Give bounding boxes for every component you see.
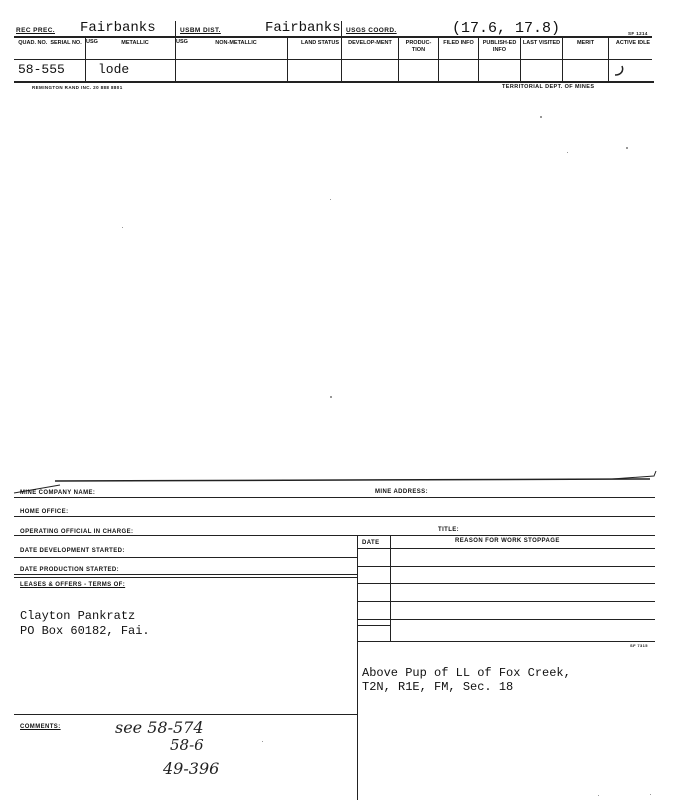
card-rule-mid (14, 59, 652, 60)
col-land-status-label: LAND STATUS (301, 40, 339, 46)
operating-official-label: OPERATING OFFICIAL IN CHARGE: (20, 529, 134, 535)
col-divider (520, 37, 521, 81)
rec-prec-label: REC PREC. (16, 27, 55, 34)
department-label: TERRITORIAL DEPT. OF MINES (502, 84, 595, 90)
col-quad-label: QUAD. NO. (18, 40, 48, 46)
comment-line3: 49-396 (163, 759, 220, 778)
speck (567, 152, 568, 153)
col-divider (287, 37, 288, 81)
col-metallic-label: METALLIC (121, 40, 149, 46)
speck (540, 116, 542, 118)
usgs-coord-label: USGS COORD. (346, 27, 397, 34)
rule (357, 566, 655, 567)
col-usg-1-label: USG (86, 39, 98, 45)
rule (357, 641, 655, 642)
col-development-label: DEVELOP-MENT (348, 40, 392, 46)
metallic-value: lode (98, 62, 130, 77)
rule (357, 548, 655, 549)
usgs-coord-value: (17.6, 17.8) (452, 20, 561, 37)
col-divider (341, 37, 342, 81)
speck (262, 741, 263, 742)
col-divider (398, 37, 399, 81)
vertical-divider (357, 535, 358, 800)
usbm-dist-label: USBM DIST. (180, 27, 221, 34)
rec-prec-value: Fairbanks (80, 20, 156, 36)
lessee-line2: PO Box 60182, Fai. (20, 624, 150, 638)
rule (14, 577, 357, 578)
comment-line1: see 58-574 (115, 718, 204, 737)
col-published-info-label: PUBLISH-ED INFO (482, 40, 517, 53)
title-label: TITLE: (438, 527, 460, 533)
quad-serial-value: 58-555 (18, 62, 65, 77)
location-line1: Above Pup of LL of Fox Creek, (362, 666, 571, 680)
leases-label: LEASES & OFFERS - TERMS OF: (20, 582, 126, 588)
rule (14, 497, 655, 498)
speck (598, 795, 599, 796)
mine-company-label: MINE COMPANY NAME: (20, 490, 96, 496)
col-serial-label: SERIAL NO. (50, 40, 82, 46)
form-number-2: SF 7315 (630, 643, 648, 648)
card-rule-bottom (14, 81, 654, 83)
active-checkmark-icon (612, 64, 626, 78)
rule (14, 574, 357, 575)
mine-address-label: MINE ADDRESS: (375, 489, 428, 495)
dev-started-label: DATE DEVELOPMENT STARTED: (20, 548, 125, 554)
prod-started-label: DATE PRODUCTION STARTED: (20, 567, 120, 573)
form-top-border (0, 470, 678, 495)
rule (357, 601, 655, 602)
card-divider (341, 21, 342, 36)
col-divider (438, 37, 439, 81)
usbm-dist-value: Fairbanks (265, 20, 341, 36)
rule (14, 714, 357, 715)
top-card (0, 0, 678, 95)
col-filed-info-label: FILED INFO (443, 40, 474, 46)
col-production-label: PRODUC-TION (405, 40, 432, 53)
location-line2: T2N, R1E, FM, Sec. 18 (362, 680, 514, 694)
printer-line: REMINGTON RAND INC. 20 888 8801 (32, 85, 123, 90)
rule (357, 625, 391, 626)
rule (357, 619, 655, 620)
speck (330, 199, 331, 200)
col-usg-2-label: USG (176, 39, 188, 45)
bottom-form (0, 470, 678, 805)
col-divider (562, 37, 563, 81)
lessee-line1: Clayton Pankratz (20, 609, 136, 623)
speck (330, 396, 332, 398)
card-divider (175, 21, 176, 36)
col-quad-serial-header (16, 40, 84, 47)
form-number: SF 1214 (628, 31, 648, 36)
home-office-label: HOME OFFICE: (20, 509, 69, 515)
col-last-visited-label: LAST VISITED (522, 40, 561, 46)
rule (14, 535, 655, 536)
card-rule-top (14, 36, 652, 38)
col-active-idle-label: ACTIVE IDLE (615, 40, 651, 46)
rule (357, 583, 655, 584)
col-non-metallic-label: NON-METALLIC (215, 40, 257, 46)
comments-label: COMMENTS: (20, 724, 61, 730)
rule (14, 516, 655, 517)
reason-header: REASON FOR WORK STOPPAGE (455, 538, 560, 544)
col-divider (608, 37, 609, 81)
col-divider (478, 37, 479, 81)
col-merit-label: MERIT (576, 40, 595, 46)
date-column-divider (390, 535, 391, 641)
speck (122, 227, 123, 228)
comment-line2: 58-6 (170, 736, 204, 754)
speck (650, 794, 651, 795)
rule (14, 557, 357, 558)
speck (626, 147, 628, 149)
date-header: DATE (362, 540, 380, 546)
